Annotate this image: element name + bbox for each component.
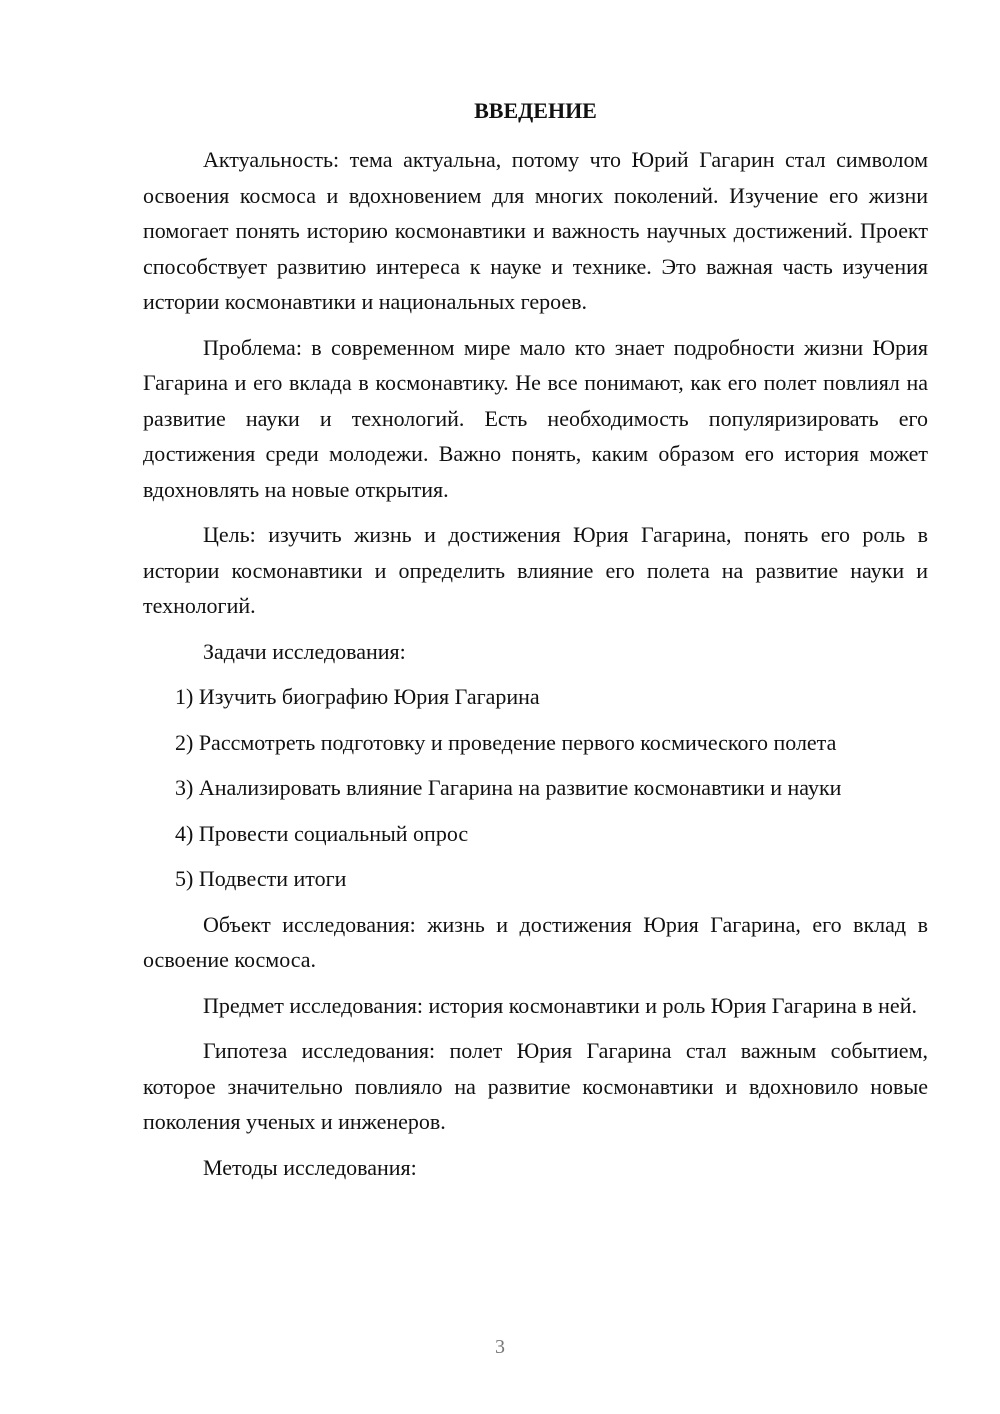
paragraph-problem: Проблема: в современном мире мало кто знает подробности жизни Юрия Гагарина и его вклада в космонавтику. Не все понимают, как его полет повлиял на развитие науки и технологий. Есть необходимость популяризировать его достижения среди молодежи. Важно понять, каким образом его история может вдохновлять на новые открытия. — [143, 334, 928, 502]
paragraph-object: Объект исследования: жизнь и достижения Юрия Гагарина, его вклад в освоение космоса. — [143, 911, 928, 972]
paragraph-hypothesis: Гипотеза исследования: полет Юрия Гагарина стал важным событием, которое значительно повлияло на развитие космонавтики и вдохновило новые поколения ученых и инженеров. — [143, 1038, 928, 1134]
task-item-1: 1) Изучить биографию Юрия Гагарина — [175, 684, 540, 709]
task-item-5: 5) Подвести итоги — [175, 866, 347, 891]
paragraph-subject: Предмет исследования: история космонавтики и роль Юрия Гагарина в ней. — [203, 992, 917, 1018]
paragraph-relevance: Актуальность: тема актуальна, потому что Юрий Гагарин стал символом освоения космоса и вдохновением для многих поколений. Изучение его жизни помогает понять историю космонавтики и важность научных достижений. Проект способствует развитию интереса к науке и технике. Это важная часть изучения истории космонавтики и национальных героев. — [143, 147, 928, 314]
task-item-4: 4) Провести социальный опрос — [175, 820, 469, 846]
paragraph-tasks-heading: Задачи исследования: — [203, 638, 406, 664]
task-item-2: 2) Рассмотреть подготовку и проведение первого космического полета — [175, 729, 837, 755]
section-title: ВВЕДЕНИЕ — [474, 98, 597, 123]
page-number: 3 — [495, 1336, 505, 1358]
paragraph-goal: Цель: изучить жизнь и достижения Юрия Гагарина, понять его роль в истории космонавтики и определить влияние его полета на развитие науки и технологий. — [143, 522, 928, 618]
document-body — [143, 142, 928, 1195]
paragraph-methods-heading: Методы исследования: — [203, 1154, 417, 1180]
task-item-3: 3) Анализировать влияние Гагарина на развитие космонавтики и науки — [175, 775, 842, 800]
